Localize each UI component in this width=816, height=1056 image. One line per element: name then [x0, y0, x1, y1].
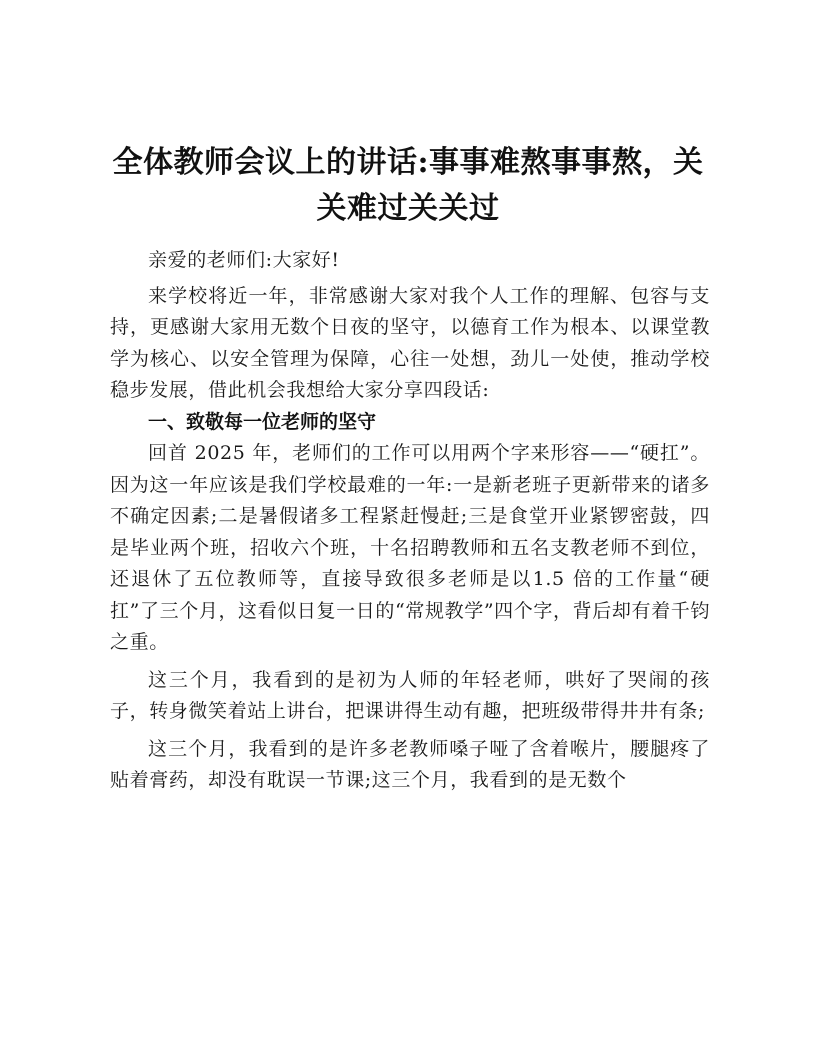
document-body: [110, 245, 710, 797]
section-heading-1: 一、致敬每一位老师的坚守: [148, 410, 377, 433]
section1-paragraph-1: 回首 2025 年，老师们的工作可以用两个字来形容——“硬扛”。因为这一年应该是我们学校最难的一年:一是新老班子更新带来的诸多不确定因素;二是暑假诸多工程紧赶慢赶;三是食堂开业紧锣密鼓，四是毕业两个班，招收六个班，十名招聘教师和五名支教老师不到位，还退休了五位教师等，直接导致很多老师是以1.5 倍的工作量“硬扛”了三个月，这看似日复一日的“常规教学”四个字，背后却有着千钧之重。: [110, 442, 710, 653]
greeting-paragraph: 亲爱的老师们:大家好!: [148, 249, 340, 271]
document-title: 全体教师会议上的讲话:事事难熬事事熬，关关难过关关过: [112, 145, 704, 226]
intro-paragraph: 来学校将近一年，非常感谢大家对我个人工作的理解、包容与支持，更感谢大家用无数个日夜的坚守，以德育工作为根本、以课堂教学为核心、以安全管理为保障，心往一处想，劲儿一处使，推动学校稳步发展，借此机会我想给大家分享四段话:: [110, 284, 710, 401]
section1-paragraph-3: 这三个月，我看到的是许多老教师嗓子哑了含着喉片，腰腿疼了贴着膏药，却没有耽误一节课;这三个月，我看到的是无数个: [110, 737, 710, 791]
section1-paragraph-2: 这三个月，我看到的是初为人师的年轻老师，哄好了哭闹的孩子，转身微笑着站上讲台，把课讲得生动有趣，把班级带得井井有条;: [110, 668, 710, 722]
